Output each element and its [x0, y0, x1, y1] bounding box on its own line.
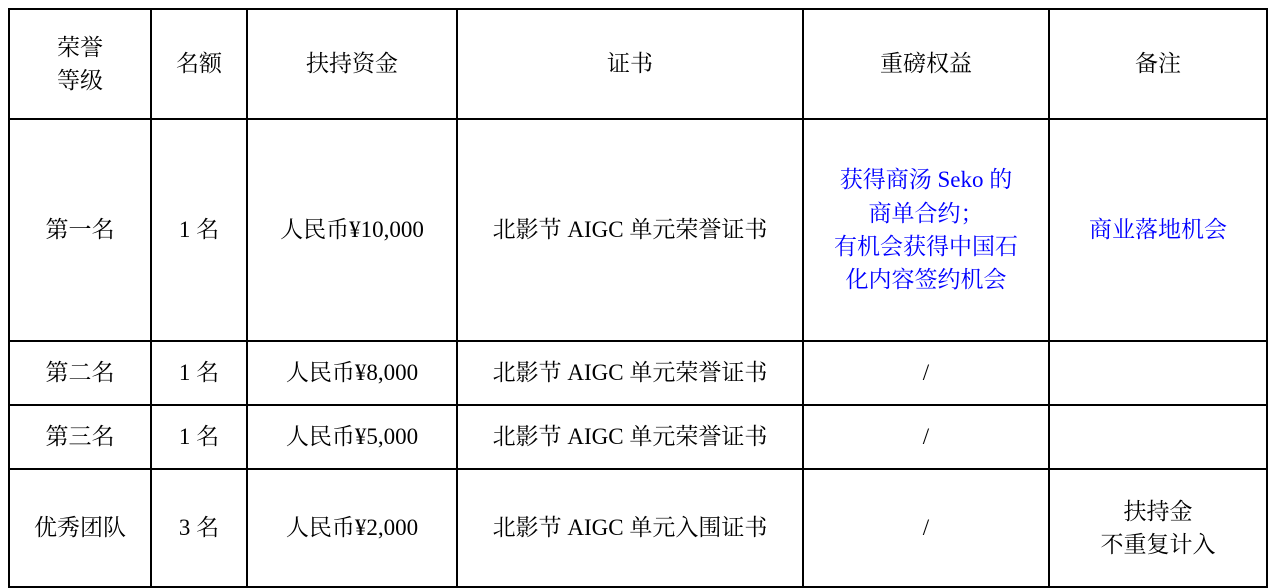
- table-header-row: [9, 9, 1267, 119]
- cell-certificate: 北影节 AIGC 单元荣誉证书: [457, 341, 803, 405]
- table-row: [9, 405, 1267, 469]
- honor-levels-table: [8, 8, 1268, 588]
- cell-remark: 商业落地机会: [1049, 119, 1267, 341]
- table-row: [9, 469, 1267, 587]
- cell-rank: 第三名: [9, 405, 151, 469]
- cell-key-benefits-line1: 获得商汤 Seko 的: [839, 167, 1013, 193]
- column-header-funding: 扶持资金: [247, 9, 457, 119]
- column-header-certificate: 证书: [457, 9, 803, 119]
- cell-remark: [1049, 469, 1267, 587]
- cell-funding: 人民币¥2,000: [247, 469, 457, 587]
- cell-key-benefits: /: [803, 405, 1049, 469]
- cell-funding: 人民币¥5,000: [247, 405, 457, 469]
- cell-key-benefits-line2: 商单合约；: [868, 200, 984, 226]
- cell-remark-line1: 扶持金: [1123, 498, 1193, 524]
- cell-rank: 第二名: [9, 341, 151, 405]
- cell-rank: 优秀团队: [9, 469, 151, 587]
- cell-key-benefits: [803, 119, 1049, 341]
- cell-remark: [1049, 405, 1267, 469]
- cell-funding: 人民币¥10,000: [247, 119, 457, 341]
- table-header: [9, 9, 1267, 119]
- cell-certificate: 北影节 AIGC 单元入围证书: [457, 469, 803, 587]
- cell-quota: 1 名: [151, 341, 247, 405]
- column-header-honor-level-line2: 等级: [57, 68, 103, 93]
- cell-key-benefits: /: [803, 469, 1049, 587]
- cell-quota: 1 名: [151, 119, 247, 341]
- cell-key-benefits-line4: 化内容签约机会: [845, 267, 1007, 293]
- column-header-key-benefits: 重磅权益: [803, 9, 1049, 119]
- table-row: [9, 341, 1267, 405]
- cell-certificate: 北影节 AIGC 单元荣誉证书: [457, 119, 803, 341]
- column-header-quota: 名额: [151, 9, 247, 119]
- column-header-remarks: 备注: [1049, 9, 1267, 119]
- cell-rank: 第一名: [9, 119, 151, 341]
- cell-key-benefits-line3: 有机会获得中国石: [834, 234, 1018, 259]
- cell-remark-line2: 不重复计入: [1100, 532, 1216, 557]
- column-header-honor-level-line1: 荣誉: [57, 34, 103, 60]
- cell-remark: [1049, 341, 1267, 405]
- cell-quota: 3 名: [151, 469, 247, 587]
- column-header-honor-level: [9, 9, 151, 119]
- table-row: [9, 119, 1267, 341]
- cell-certificate: 北影节 AIGC 单元荣誉证书: [457, 405, 803, 469]
- cell-funding: 人民币¥8,000: [247, 341, 457, 405]
- table-body: [9, 119, 1267, 587]
- cell-key-benefits: /: [803, 341, 1049, 405]
- cell-quota: 1 名: [151, 405, 247, 469]
